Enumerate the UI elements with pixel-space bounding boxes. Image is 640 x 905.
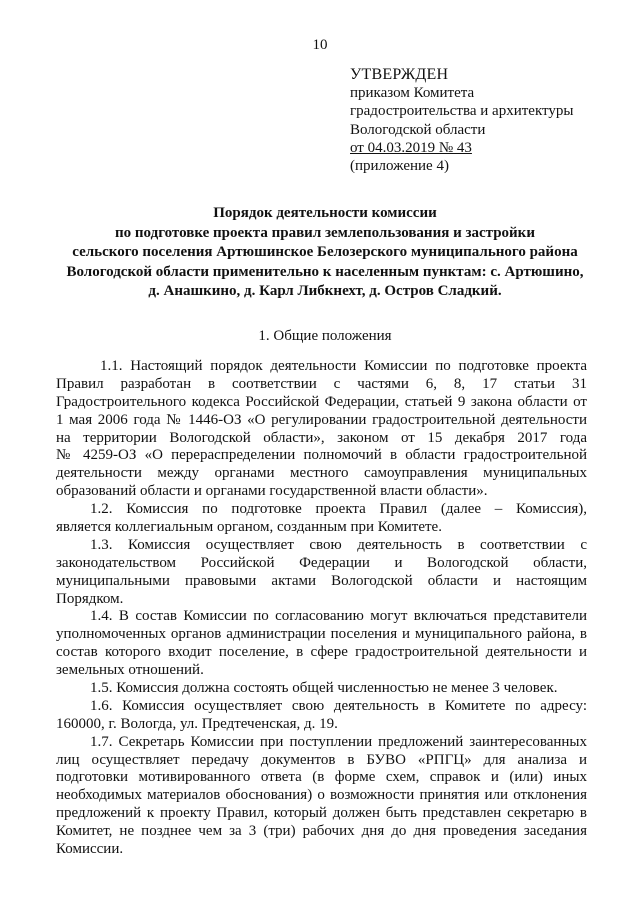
approval-line-order: приказом Комитета <box>350 85 475 102</box>
paragraph-line: является коллегиальным органом, созданным при Комитете. <box>56 519 442 536</box>
approval-stamp <box>350 66 573 175</box>
document-title-line: Порядок деятельности комиссии <box>213 205 437 221</box>
paragraph <box>56 698 587 734</box>
paragraph <box>56 608 587 680</box>
paragraph-line: муниципальными правовыми актами Вологодской области и настоящим <box>56 572 587 589</box>
paragraph-line: 1.6. Комиссия осуществляет свою деятельность в Комитете по адресу: <box>90 697 587 714</box>
approval-title: УТВЕРЖДЕН <box>350 66 449 83</box>
paragraph-line: Порядком. <box>56 590 124 607</box>
paragraph-line: Градостроительного кодекса Российской Федерации, статьей 9 закона области от <box>56 393 587 410</box>
paragraph-line: подготовки мотивированного ответа (в форме схем, справок и (или) иных <box>56 769 587 786</box>
paragraph <box>56 501 587 537</box>
paragraph-line: № 4259-ОЗ «О перераспределении полномочий в области градостроительной <box>56 447 587 464</box>
page-number: 10 <box>312 37 328 53</box>
paragraph-line: Комиссии. <box>56 841 124 858</box>
paragraph-line: 1.7. Секретарь Комиссии при поступлении предложений заинтересованных <box>90 733 587 750</box>
paragraph-line: деятельности между органами местного самоуправления муниципальных <box>56 465 587 482</box>
section-body <box>56 358 587 859</box>
section-heading: 1. Общие положения <box>258 328 392 344</box>
paragraph-line: 1.3. Комиссия осуществляет свою деятельность в соответствии с <box>90 536 587 553</box>
document-title-line: сельского поселения Артюшинское Белозерского муниципального района <box>72 244 578 261</box>
document-title <box>40 204 610 302</box>
approval-line-region: Вологодской области <box>350 121 486 138</box>
paragraph <box>56 537 587 609</box>
paragraph-line: 1.2. Комиссия по подготовке проекта Правил (далее – Комиссия), <box>90 501 587 518</box>
paragraph-line: 1.5. Комиссия должна состоять общей численностью не менее 3 человек. <box>90 680 558 697</box>
paragraph-line: 1.4. В состав Комиссии по согласованию могут включаться представители <box>90 608 587 625</box>
document-title-line: д. Анашкино, д. Карл Либкнехт, д. Остров Сладкий. <box>148 283 502 300</box>
paragraph-line: Правил разработан в соответствии с частями 6, 8, 17 статьи 31 <box>56 375 587 392</box>
paragraph-line: 1 мая 2006 года № 1446-ОЗ «О регулировании градостроительной деятельности <box>56 411 587 428</box>
approval-line-date-number: от 04.03.2019 № 43 <box>350 139 472 156</box>
paragraph-line: 1.1. Настоящий порядок деятельности Комиссии по подготовке проекта <box>100 358 587 374</box>
paragraph-line: предложений к проекту Правил, который должен быть представлен секретарю в <box>56 805 587 822</box>
document-title-line: по подготовке проекта правил землепользования и застройки <box>115 224 535 241</box>
approval-line-appendix: (приложение 4) <box>350 158 449 175</box>
paragraph-line: на территории Вологодской области», законом от 15 декабря 2017 года <box>56 429 587 446</box>
paragraph <box>56 680 587 698</box>
paragraph-line: 160000, г. Вологда, ул. Предтеченская, д. 19. <box>56 715 338 732</box>
approval-line-committee: градостроительства и архитектуры <box>350 103 574 120</box>
paragraph-line: Комитет, не позднее чем за 3 (три) рабочих дня до дня проведения заседания <box>56 823 587 840</box>
paragraph <box>56 358 587 501</box>
paragraph-line: земельных отношений. <box>56 662 204 679</box>
paragraph-line: уполномоченных органов администрации поселения и муниципального района, в <box>56 626 587 643</box>
paragraph-line: состав которого входит поселение, в сфере градостроительной деятельности и <box>56 644 587 661</box>
document-title-line: Вологодской области применительно к населенным пунктам: с. Артюшино, <box>66 263 584 280</box>
paragraph-line: законодательством Российской Федерации и Вологодской области, <box>56 554 587 571</box>
paragraph-line: необходимых материалов обоснования) о возможности принятия или отклонения <box>56 787 587 804</box>
paragraph-line: лиц осуществляет передачу документов в БУВО «РПГЦ» для анализа и <box>56 751 587 768</box>
paragraph <box>56 734 587 859</box>
paragraph-line: образований области и органами государственной власти области». <box>56 483 488 500</box>
